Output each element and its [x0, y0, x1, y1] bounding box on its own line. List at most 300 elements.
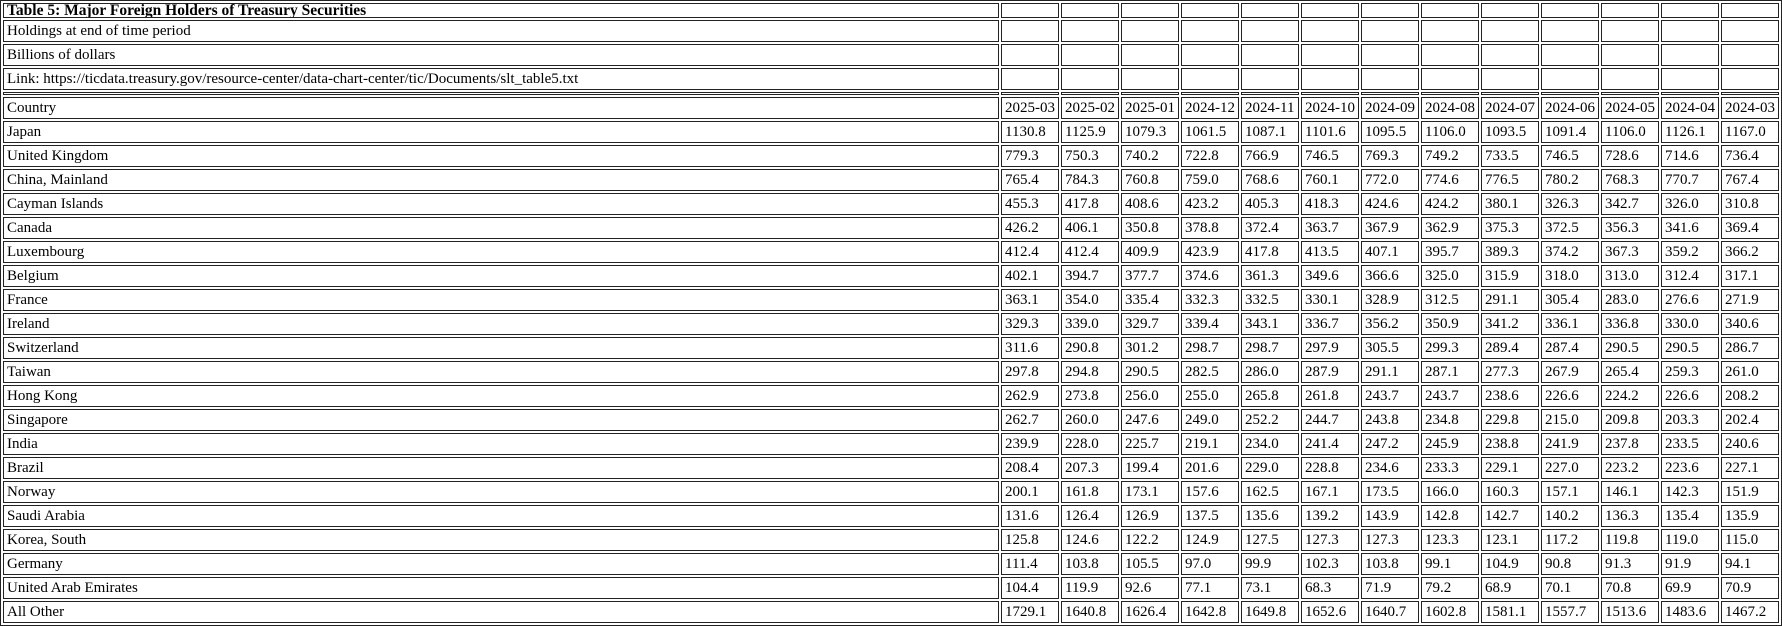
value-cell: 746.5: [1301, 145, 1359, 167]
value-cell: 103.8: [1061, 553, 1119, 575]
value-cell: 166.0: [1421, 481, 1479, 503]
value-cell: 243.8: [1361, 409, 1419, 431]
value-cell: 380.1: [1481, 193, 1539, 215]
month-header-cell: 2025-03: [1001, 97, 1059, 119]
country-cell: Hong Kong: [3, 385, 999, 407]
table-row: [3, 241, 1779, 263]
empty-cell: [3, 92, 999, 95]
value-cell: 287.4: [1541, 337, 1599, 359]
value-cell: 1130.8: [1001, 121, 1059, 143]
value-cell: 229.1: [1481, 457, 1539, 479]
empty-cell: [1001, 20, 1059, 42]
value-cell: 294.8: [1061, 361, 1119, 383]
empty-cell: [1061, 92, 1119, 95]
table-row: [3, 457, 1779, 479]
value-cell: 1101.6: [1301, 121, 1359, 143]
value-cell: 336.7: [1301, 313, 1359, 335]
value-cell: 455.3: [1001, 193, 1059, 215]
table-row: [3, 289, 1779, 311]
value-cell: 137.5: [1181, 505, 1239, 527]
value-cell: 766.9: [1241, 145, 1299, 167]
table-row: [3, 433, 1779, 455]
value-cell: 1061.5: [1181, 121, 1239, 143]
value-cell: 759.0: [1181, 169, 1239, 191]
value-cell: 341.6: [1661, 217, 1719, 239]
table-row: [3, 361, 1779, 383]
value-cell: 160.3: [1481, 481, 1539, 503]
month-header-cell: 2024-04: [1661, 97, 1719, 119]
empty-cell: [1541, 68, 1599, 90]
table-row: [3, 601, 1779, 623]
value-cell: 245.9: [1421, 433, 1479, 455]
country-cell: France: [3, 289, 999, 311]
value-cell: 772.0: [1361, 169, 1419, 191]
value-cell: 332.3: [1181, 289, 1239, 311]
value-cell: 73.1: [1241, 577, 1299, 599]
value-cell: 1095.5: [1361, 121, 1419, 143]
value-cell: 340.6: [1721, 313, 1779, 335]
value-cell: 290.5: [1601, 337, 1659, 359]
empty-cell: [1361, 44, 1419, 66]
value-cell: 244.7: [1301, 409, 1359, 431]
value-cell: 423.9: [1181, 241, 1239, 263]
value-cell: 252.2: [1241, 409, 1299, 431]
empty-cell: [1721, 20, 1779, 42]
value-cell: 1557.7: [1541, 601, 1599, 623]
table-row: [3, 337, 1779, 359]
value-cell: 423.2: [1181, 193, 1239, 215]
empty-cell: [1121, 20, 1179, 42]
empty-cell: [1721, 92, 1779, 95]
table-row: [3, 121, 1779, 143]
value-cell: 228.0: [1061, 433, 1119, 455]
value-cell: 356.3: [1601, 217, 1659, 239]
value-cell: 1640.8: [1061, 601, 1119, 623]
empty-cell: [1001, 92, 1059, 95]
note-row-units: [3, 44, 1779, 66]
value-cell: 240.6: [1721, 433, 1779, 455]
value-cell: 378.8: [1181, 217, 1239, 239]
value-cell: 200.1: [1001, 481, 1059, 503]
value-cell: 356.2: [1361, 313, 1419, 335]
value-cell: 768.6: [1241, 169, 1299, 191]
empty-cell: [1301, 3, 1359, 18]
value-cell: 776.5: [1481, 169, 1539, 191]
value-cell: 297.8: [1001, 361, 1059, 383]
country-cell: Brazil: [3, 457, 999, 479]
title-row: [3, 3, 1779, 18]
value-cell: 142.7: [1481, 505, 1539, 527]
value-cell: 341.2: [1481, 313, 1539, 335]
value-cell: 173.5: [1361, 481, 1419, 503]
value-cell: 330.1: [1301, 289, 1359, 311]
value-cell: 372.5: [1541, 217, 1599, 239]
country-cell: Germany: [3, 553, 999, 575]
value-cell: 339.0: [1061, 313, 1119, 335]
value-cell: 151.9: [1721, 481, 1779, 503]
value-cell: 375.3: [1481, 217, 1539, 239]
value-cell: 119.9: [1061, 577, 1119, 599]
month-header-cell: 2025-02: [1061, 97, 1119, 119]
country-cell: Japan: [3, 121, 999, 143]
value-cell: 377.7: [1121, 265, 1179, 287]
country-cell: United Kingdom: [3, 145, 999, 167]
empty-cell: [1121, 3, 1179, 18]
value-cell: 339.4: [1181, 313, 1239, 335]
value-cell: 126.4: [1061, 505, 1119, 527]
empty-cell: [1181, 44, 1239, 66]
value-cell: 260.0: [1061, 409, 1119, 431]
value-cell: 229.0: [1241, 457, 1299, 479]
value-cell: 317.1: [1721, 265, 1779, 287]
table-row: [3, 481, 1779, 503]
empty-cell: [1001, 3, 1059, 18]
value-cell: 394.7: [1061, 265, 1119, 287]
empty-cell: [1001, 44, 1059, 66]
value-cell: 328.9: [1361, 289, 1419, 311]
empty-cell: [1601, 92, 1659, 95]
value-cell: 408.6: [1121, 193, 1179, 215]
country-header-cell: Country: [3, 97, 999, 119]
value-cell: 237.8: [1601, 433, 1659, 455]
value-cell: 247.2: [1361, 433, 1419, 455]
value-cell: 238.8: [1481, 433, 1539, 455]
empty-cell: [1481, 68, 1539, 90]
value-cell: 311.6: [1001, 337, 1059, 359]
empty-cell: [1601, 44, 1659, 66]
value-cell: 349.6: [1301, 265, 1359, 287]
table-row: [3, 217, 1779, 239]
value-cell: 102.3: [1301, 553, 1359, 575]
empty-cell: [1481, 92, 1539, 95]
table-row: [3, 313, 1779, 335]
month-header-cell: 2024-09: [1361, 97, 1419, 119]
empty-cell: [1721, 68, 1779, 90]
note-holdings: Holdings at end of time period: [3, 20, 999, 42]
value-cell: 223.2: [1601, 457, 1659, 479]
empty-cell: [1241, 3, 1299, 18]
value-cell: 369.4: [1721, 217, 1779, 239]
empty-cell: [1181, 3, 1239, 18]
value-cell: 135.9: [1721, 505, 1779, 527]
empty-cell: [1661, 92, 1719, 95]
value-cell: 255.0: [1181, 385, 1239, 407]
value-cell: 1125.9: [1061, 121, 1119, 143]
table-row: [3, 145, 1779, 167]
value-cell: 117.2: [1541, 529, 1599, 551]
value-cell: 287.9: [1301, 361, 1359, 383]
empty-cell: [1121, 44, 1179, 66]
empty-cell: [1541, 20, 1599, 42]
country-cell: Cayman Islands: [3, 193, 999, 215]
value-cell: 234.0: [1241, 433, 1299, 455]
value-cell: 749.2: [1421, 145, 1479, 167]
empty-cell: [1421, 68, 1479, 90]
value-cell: 367.9: [1361, 217, 1419, 239]
empty-cell: [1061, 44, 1119, 66]
value-cell: 143.9: [1361, 505, 1419, 527]
value-cell: 417.8: [1061, 193, 1119, 215]
empty-cell: [1301, 44, 1359, 66]
value-cell: 305.5: [1361, 337, 1419, 359]
value-cell: 779.3: [1001, 145, 1059, 167]
empty-cell: [1061, 68, 1119, 90]
value-cell: 115.0: [1721, 529, 1779, 551]
month-header-cell: 2024-10: [1301, 97, 1359, 119]
value-cell: 367.3: [1601, 241, 1659, 263]
value-cell: 780.2: [1541, 169, 1599, 191]
value-cell: 104.4: [1001, 577, 1059, 599]
value-cell: 199.4: [1121, 457, 1179, 479]
value-cell: 714.6: [1661, 145, 1719, 167]
value-cell: 79.2: [1421, 577, 1479, 599]
value-cell: 297.9: [1301, 337, 1359, 359]
value-cell: 127.3: [1301, 529, 1359, 551]
value-cell: 733.5: [1481, 145, 1539, 167]
value-cell: 326.0: [1661, 193, 1719, 215]
month-header-cell: 2025-01: [1121, 97, 1179, 119]
value-cell: 123.3: [1421, 529, 1479, 551]
country-cell: United Arab Emirates: [3, 577, 999, 599]
value-cell: 395.7: [1421, 241, 1479, 263]
table-row: [3, 505, 1779, 527]
value-cell: 142.3: [1661, 481, 1719, 503]
value-cell: 406.1: [1061, 217, 1119, 239]
empty-cell: [1661, 44, 1719, 66]
country-cell: Taiwan: [3, 361, 999, 383]
empty-cell: [1181, 20, 1239, 42]
value-cell: 265.4: [1601, 361, 1659, 383]
value-cell: 1642.8: [1181, 601, 1239, 623]
value-cell: 119.8: [1601, 529, 1659, 551]
value-cell: 111.4: [1001, 553, 1059, 575]
value-cell: 326.3: [1541, 193, 1599, 215]
value-cell: 289.4: [1481, 337, 1539, 359]
table-row: [3, 553, 1779, 575]
value-cell: 417.8: [1241, 241, 1299, 263]
month-header-cell: 2024-07: [1481, 97, 1539, 119]
value-cell: 1652.6: [1301, 601, 1359, 623]
value-cell: 374.6: [1181, 265, 1239, 287]
country-cell: Saudi Arabia: [3, 505, 999, 527]
value-cell: 298.7: [1241, 337, 1299, 359]
value-cell: 342.7: [1601, 193, 1659, 215]
value-cell: 412.4: [1001, 241, 1059, 263]
value-cell: 125.8: [1001, 529, 1059, 551]
value-cell: 282.5: [1181, 361, 1239, 383]
empty-cell: [1241, 92, 1299, 95]
country-cell: China, Mainland: [3, 169, 999, 191]
value-cell: 313.0: [1601, 265, 1659, 287]
value-cell: 336.8: [1601, 313, 1659, 335]
value-cell: 122.2: [1121, 529, 1179, 551]
empty-cell: [1661, 20, 1719, 42]
value-cell: 291.1: [1361, 361, 1419, 383]
value-cell: 127.5: [1241, 529, 1299, 551]
value-cell: 139.2: [1301, 505, 1359, 527]
value-cell: 290.5: [1661, 337, 1719, 359]
value-cell: 1581.1: [1481, 601, 1539, 623]
empty-cell: [1541, 44, 1599, 66]
value-cell: 71.9: [1361, 577, 1419, 599]
value-cell: 223.6: [1661, 457, 1719, 479]
value-cell: 207.3: [1061, 457, 1119, 479]
value-cell: 249.0: [1181, 409, 1239, 431]
value-cell: 233.5: [1661, 433, 1719, 455]
value-cell: 135.6: [1241, 505, 1299, 527]
table-row: [3, 265, 1779, 287]
empty-cell: [1241, 20, 1299, 42]
country-cell: Canada: [3, 217, 999, 239]
value-cell: 124.6: [1061, 529, 1119, 551]
value-cell: 374.2: [1541, 241, 1599, 263]
value-cell: 1087.1: [1241, 121, 1299, 143]
value-cell: 241.4: [1301, 433, 1359, 455]
value-cell: 299.3: [1421, 337, 1479, 359]
value-cell: 722.8: [1181, 145, 1239, 167]
value-cell: 201.6: [1181, 457, 1239, 479]
value-cell: 104.9: [1481, 553, 1539, 575]
empty-cell: [1601, 20, 1659, 42]
value-cell: 372.4: [1241, 217, 1299, 239]
empty-cell: [1481, 3, 1539, 18]
value-cell: 91.9: [1661, 553, 1719, 575]
value-cell: 767.4: [1721, 169, 1779, 191]
column-header-row: [3, 97, 1779, 119]
value-cell: 92.6: [1121, 577, 1179, 599]
value-cell: 407.1: [1361, 241, 1419, 263]
value-cell: 68.3: [1301, 577, 1359, 599]
value-cell: 343.1: [1241, 313, 1299, 335]
value-cell: 290.5: [1121, 361, 1179, 383]
value-cell: 94.1: [1721, 553, 1779, 575]
value-cell: 202.4: [1721, 409, 1779, 431]
value-cell: 70.8: [1601, 577, 1659, 599]
value-cell: 363.7: [1301, 217, 1359, 239]
value-cell: 350.8: [1121, 217, 1179, 239]
value-cell: 136.3: [1601, 505, 1659, 527]
empty-cell: [1541, 3, 1599, 18]
empty-cell: [1661, 68, 1719, 90]
value-cell: 99.1: [1421, 553, 1479, 575]
value-cell: 127.3: [1361, 529, 1419, 551]
empty-cell: [1061, 3, 1119, 18]
empty-cell: [1241, 68, 1299, 90]
note-units: Billions of dollars: [3, 44, 999, 66]
value-cell: 760.8: [1121, 169, 1179, 191]
value-cell: 329.3: [1001, 313, 1059, 335]
value-cell: 227.0: [1541, 457, 1599, 479]
value-cell: 103.8: [1361, 553, 1419, 575]
value-cell: 262.7: [1001, 409, 1059, 431]
value-cell: 173.1: [1121, 481, 1179, 503]
note-row-holdings: [3, 20, 1779, 42]
empty-cell: [1361, 3, 1419, 18]
value-cell: 123.1: [1481, 529, 1539, 551]
value-cell: 234.6: [1361, 457, 1419, 479]
empty-cell: [1361, 92, 1419, 95]
table-row: [3, 193, 1779, 215]
empty-cell: [1001, 68, 1059, 90]
country-cell: Switzerland: [3, 337, 999, 359]
empty-cell: [1421, 44, 1479, 66]
value-cell: 243.7: [1361, 385, 1419, 407]
empty-cell: [1481, 20, 1539, 42]
value-cell: 1079.3: [1121, 121, 1179, 143]
value-cell: 424.6: [1361, 193, 1419, 215]
note-row-link: [3, 68, 1779, 90]
value-cell: 784.3: [1061, 169, 1119, 191]
value-cell: 1467.2: [1721, 601, 1779, 623]
value-cell: 291.1: [1481, 289, 1539, 311]
month-header-cell: 2024-12: [1181, 97, 1239, 119]
value-cell: 354.0: [1061, 289, 1119, 311]
value-cell: 760.1: [1301, 169, 1359, 191]
value-cell: 1729.1: [1001, 601, 1059, 623]
value-cell: 247.6: [1121, 409, 1179, 431]
month-header-cell: 2024-05: [1601, 97, 1659, 119]
value-cell: 770.7: [1661, 169, 1719, 191]
value-cell: 243.7: [1421, 385, 1479, 407]
value-cell: 366.2: [1721, 241, 1779, 263]
value-cell: 140.2: [1541, 505, 1599, 527]
country-cell: Belgium: [3, 265, 999, 287]
month-header-cell: 2024-11: [1241, 97, 1299, 119]
value-cell: 426.2: [1001, 217, 1059, 239]
value-cell: 1106.0: [1601, 121, 1659, 143]
empty-cell: [1121, 68, 1179, 90]
empty-cell: [1361, 68, 1419, 90]
value-cell: 273.8: [1061, 385, 1119, 407]
value-cell: 1091.4: [1541, 121, 1599, 143]
value-cell: 310.8: [1721, 193, 1779, 215]
value-cell: 157.6: [1181, 481, 1239, 503]
value-cell: 412.4: [1061, 241, 1119, 263]
value-cell: 265.8: [1241, 385, 1299, 407]
value-cell: 290.8: [1061, 337, 1119, 359]
value-cell: 305.4: [1541, 289, 1599, 311]
empty-cell: [1481, 44, 1539, 66]
value-cell: 362.9: [1421, 217, 1479, 239]
value-cell: 325.0: [1421, 265, 1479, 287]
value-cell: 1649.8: [1241, 601, 1299, 623]
table-title: Table 5: Major Foreign Holders of Treasury Securities: [3, 3, 999, 18]
country-cell: Luxembourg: [3, 241, 999, 263]
value-cell: 234.8: [1421, 409, 1479, 431]
country-cell: Singapore: [3, 409, 999, 431]
country-cell: India: [3, 433, 999, 455]
value-cell: 1626.4: [1121, 601, 1179, 623]
value-cell: 229.8: [1481, 409, 1539, 431]
value-cell: 728.6: [1601, 145, 1659, 167]
value-cell: 209.8: [1601, 409, 1659, 431]
value-cell: 208.2: [1721, 385, 1779, 407]
value-cell: 389.3: [1481, 241, 1539, 263]
note-link: Link: https://ticdata.treasury.gov/resource-center/data-chart-center/tic/Documents/slt_table5.txt: [3, 68, 999, 90]
empty-cell: [1241, 44, 1299, 66]
value-cell: 298.7: [1181, 337, 1239, 359]
value-cell: 271.9: [1721, 289, 1779, 311]
value-cell: 262.9: [1001, 385, 1059, 407]
value-cell: 77.1: [1181, 577, 1239, 599]
value-cell: 233.3: [1421, 457, 1479, 479]
month-header-cell: 2024-03: [1721, 97, 1779, 119]
value-cell: 418.3: [1301, 193, 1359, 215]
value-cell: 1126.1: [1661, 121, 1719, 143]
value-cell: 287.1: [1421, 361, 1479, 383]
table-row: [3, 577, 1779, 599]
value-cell: 301.2: [1121, 337, 1179, 359]
